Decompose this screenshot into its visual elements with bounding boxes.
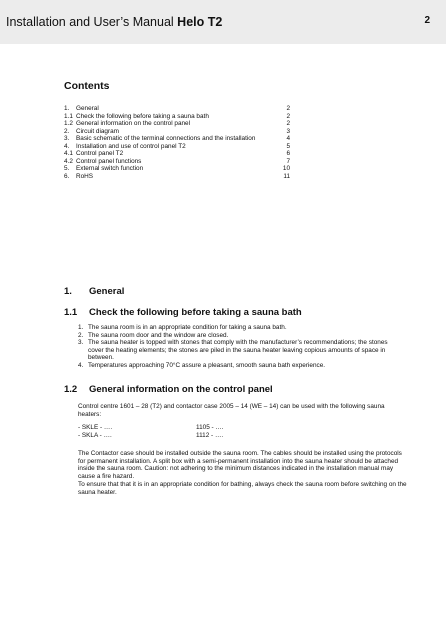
control-panel-intro: Control centre 1601 – 28 (T2) and contactor case 2005 – 14 (WE – 14) can be used with the following sauna heaters: xyxy=(78,403,385,418)
document-title xyxy=(6,15,222,29)
section-1-heading xyxy=(64,286,124,297)
toc-title: Basic schematic of the terminal connections and the installation xyxy=(76,135,256,142)
heater-model-list xyxy=(78,424,318,439)
toc-page: 2 xyxy=(286,105,290,112)
toc-number: 4.1 xyxy=(64,150,73,157)
toc-page: 2 xyxy=(286,120,290,127)
toc-number: 4. xyxy=(64,142,70,150)
list-item-text: Temperatures approaching 70°C assure a pleasant, smooth sauna bath experience. xyxy=(88,361,326,369)
toc-title: Check the following before taking a sauna bath xyxy=(76,112,209,120)
list-item xyxy=(78,362,400,370)
toc-number: 6. xyxy=(64,172,70,180)
safety-check-paragraph: To ensure that that it is in an appropriate condition for bathing, always check the sauna room before switching on the sauna heater. xyxy=(78,481,407,496)
list-item-number: 3. xyxy=(78,339,84,347)
list-item xyxy=(78,339,400,362)
toc-title: External switch function xyxy=(76,165,144,172)
page-header xyxy=(0,0,446,44)
toc-title: Installation and use of control panel T2 xyxy=(76,142,186,150)
toc-entry xyxy=(64,173,290,181)
toc-page: 2 xyxy=(286,112,290,120)
toc-entry xyxy=(64,143,290,151)
toc-number: 5. xyxy=(64,165,70,172)
page-number: 2 xyxy=(424,15,430,26)
list-item-text: The sauna room door and the window are closed. xyxy=(88,331,229,339)
toc-number: 1. xyxy=(64,105,70,112)
list-item xyxy=(78,332,400,340)
toc-entry xyxy=(64,150,290,158)
list-item-text: The sauna room is in an appropriate condition for taking a sauna bath. xyxy=(88,324,287,331)
installation-paragraph: The Contactor case should be installed outside the sauna room. The cables should be installed using the protocols for permanent installation. A split box with a semi-permanent installation into the sauna heater should be attached inside the sauna room. Caution: not adhering to the minimum distances indicated in the installation manual may cause a fire hazard. xyxy=(78,450,402,480)
model-left: - SKLE - …. xyxy=(78,424,113,431)
toc-page: 3 xyxy=(286,127,290,135)
toc-page: 5 xyxy=(286,142,290,150)
model-right: 1112 - …. xyxy=(196,431,224,439)
list-item-number: 2. xyxy=(78,331,84,339)
toc-title: RoHS xyxy=(76,172,94,180)
toc-entry xyxy=(64,120,290,128)
model-row xyxy=(78,432,318,440)
toc-title: Control panel T2 xyxy=(76,150,124,157)
section-title: Check the following before taking a sauna bath xyxy=(89,307,302,318)
toc-page: 7 xyxy=(286,157,290,165)
toc-title: Control panel functions xyxy=(76,157,142,165)
list-item-text: The sauna heater is topped with stones that comply with the manufacturer’s recommendations; the stones cover the heating elements; the stones are piled in the sauna heater leaving copious amounts of space in between. xyxy=(88,339,388,362)
toc-title: General xyxy=(76,105,99,112)
title-product: Helo T2 xyxy=(177,15,223,29)
section-1-1-heading xyxy=(64,307,302,318)
toc-number: 4.2 xyxy=(64,157,73,165)
contents-heading: Contents xyxy=(64,80,110,92)
toc-entry xyxy=(64,165,290,173)
model-right: 1105 - …. xyxy=(196,424,224,431)
toc-title: General information on the control panel xyxy=(76,120,191,127)
section-number: 1.1 xyxy=(64,307,78,318)
toc-title: Circuit diagram xyxy=(76,127,119,135)
section-title: General xyxy=(89,286,125,297)
toc-number: 1.2 xyxy=(64,120,73,127)
list-item-number: 4. xyxy=(78,361,84,369)
table-of-contents xyxy=(64,105,290,180)
model-left: - SKLA - …. xyxy=(78,431,112,439)
section-number: 1.2 xyxy=(64,384,78,395)
toc-page: 6 xyxy=(286,150,290,157)
toc-number: 2. xyxy=(64,127,70,135)
toc-number: 3. xyxy=(64,135,70,142)
section-number: 1. xyxy=(64,286,72,297)
toc-entry xyxy=(64,113,290,121)
section-1-2-heading xyxy=(64,384,273,395)
list-item-number: 1. xyxy=(78,324,84,331)
toc-entry xyxy=(64,128,290,136)
toc-page: 10 xyxy=(282,165,290,172)
toc-page: 4 xyxy=(286,135,290,142)
title-prefix: Installation and User’s Manual xyxy=(6,15,178,29)
list-item xyxy=(78,324,400,332)
section-title: General information on the control panel xyxy=(89,384,273,395)
toc-entry xyxy=(64,135,290,143)
toc-number: 1.1 xyxy=(64,112,73,120)
toc-entry xyxy=(64,105,290,113)
checklist xyxy=(78,324,400,370)
toc-entry xyxy=(64,158,290,166)
model-row xyxy=(78,424,318,432)
toc-page: 11 xyxy=(283,172,290,180)
